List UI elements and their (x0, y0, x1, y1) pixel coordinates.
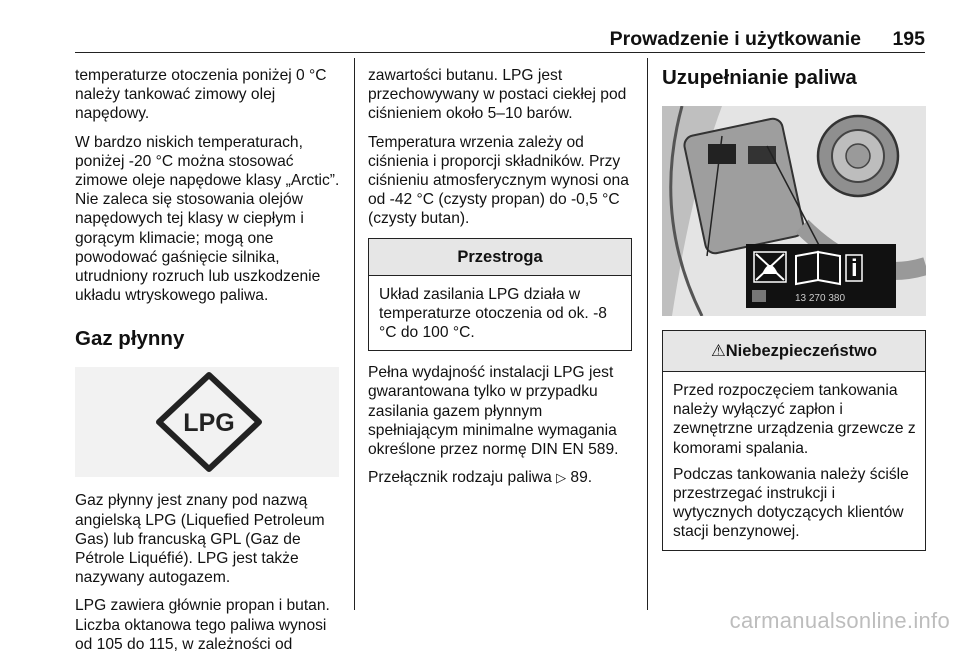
caution-text: Układ zasilania LPG działa w temperaturze otoczenia od ok. -8 °C do 100 °C. (379, 285, 607, 342)
warning-triangle-icon: ⚠ (710, 342, 726, 360)
page-number: 195 (892, 28, 925, 50)
caution-box (368, 238, 632, 352)
fuel-filler-figure (662, 106, 926, 316)
danger-text: Przed rozpoczęciem tankowania należy wyłączyć zapłon i zewnętrzne urządzenia grzewcze z komorami spalania. (673, 382, 916, 457)
danger-box (662, 330, 926, 551)
paragraph: Gaz płynny jest znany pod nazwą angielską LPG (Liquefied Petroleum Gas) lub francuską GPL (Gaz de Pétrole Liquéfié). LPG jest także nazywany autogazem. (75, 492, 325, 587)
column-right (662, 66, 926, 551)
paragraph: W bardzo niskich temperaturach, poniżej -20 °C można stosować zimowe oleje napędowe klasy „Arctic”. Nie zaleca się stosowania olejów napędowych tej klasy w ciepłym i gorącym klimacie; mogą one powodować gaśnięcie silnika, utrudniony rozruch lub uszkodzenie układu wtryskowego paliwa. (75, 133, 340, 305)
paragraph: Temperatura wrzenia zależy od ciśnienia i proporcji składników. Przy ciśnieniu atmosferycznym wynosi ona od -42 °C (czysty propan) do -0,5 °C (czysty butan). (368, 133, 629, 228)
lpg-symbol-text: LPG (183, 409, 235, 438)
lpg-diamond-icon (75, 367, 339, 477)
svg-text:i: i (851, 255, 858, 282)
page-reference-link[interactable]: 89. (570, 469, 593, 487)
paragraph: LPG zawiera głównie propan i butan. Liczba oktanowa tego paliwa wynosi od 105 do 115, w zależności od (75, 597, 330, 653)
paragraph-reference: Przełącznik rodzaju paliwa ▷ 89. (368, 469, 593, 487)
lpg-symbol-figure (75, 367, 339, 477)
paragraph: Pełna wydajność instalacji LPG jest gwarantowana tylko w przypadku zasilania gazem płynnym spełniającym minimalne wymagania określone przez normę DIN EN 589. (368, 364, 619, 459)
ref-arrow-icon: ▷ (556, 470, 567, 486)
paragraph: temperaturze otoczenia poniżej 0 °C należy tankować zimowy olej napędowy. (75, 67, 327, 123)
fuel-filler-illustration (662, 106, 926, 316)
caution-title: Przestroga (369, 239, 631, 276)
column-divider-right (647, 58, 648, 610)
section-heading-lpg: Gaz płynny (75, 327, 185, 351)
section-heading-refuel: Uzupełnianie paliwa (662, 66, 857, 89)
column-divider-left (354, 58, 355, 610)
figure-label: 13 270 380 (794, 293, 846, 304)
danger-text: Podczas tankowania należy ściśle przestrzegać instrukcji i wytycznych dotyczących klientów stacji benzynowej. (673, 465, 909, 541)
danger-title: Niebezpieczeństwo (725, 342, 878, 360)
column-left (75, 66, 347, 663)
page-header (75, 24, 925, 53)
watermark: carmanualsonline.info (729, 608, 950, 633)
paragraph: zawartości butanu. LPG jest przechowywany w postaci ciekłej pod ciśnieniem około 5–10 barów. (368, 67, 627, 123)
column-middle (368, 66, 634, 496)
header-title: Prowadzenie i użytkowanie (609, 28, 861, 50)
